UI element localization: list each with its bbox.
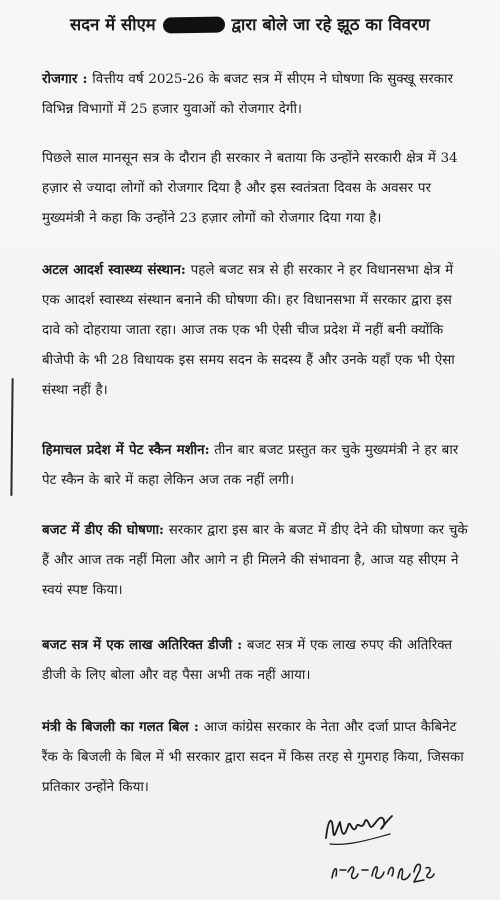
paragraph-text: पिछले साल मानसून सत्र के दौरान ही सरकार ने बताया कि उन्होंने सरकारी क्षेत्र में 34 हज़ार से ज्यादा लोगों को रोजगार दिया है और इस स्वतंत्रता दिवस के अवसर पर मुख्यमंत्री ने कहा कि उन्होंने 23 हज़ार लोगों को रोजगार दिया गया है। bbox=[42, 151, 458, 226]
document-title bbox=[0, 12, 500, 35]
paragraph-text: पहले बजट सत्र से ही सरकार ने हर विधानसभा क्षेत्र में एक आदर्श स्वास्थ्य संस्थान बनाने की घोषणा की। हर विधानसभा में सरकार द्वारा इस दावे को दोहराया जाता रहा। आज तक एक भी ऐसी चीज प्रदेश में नहीं बनी क्योंकि बीजेपी के भी 28 विधायक इस समय सदन के सदस्य हैं और उनके यहाँ एक भी ऐसा संस्था नहीं है। bbox=[42, 263, 455, 398]
paragraph-health-institute bbox=[42, 255, 472, 406]
title-part-2: द्वारा बोले जा रहे झूठ का विवरण bbox=[231, 15, 430, 34]
paragraph-employment-details bbox=[42, 144, 472, 234]
paragraph-heading: मंत्री के बिजली का गलत बिल : bbox=[42, 719, 199, 735]
margin-pen-mark bbox=[10, 378, 13, 496]
title-part-1: सदन में सीएम bbox=[70, 15, 156, 34]
paragraph-text: आज कांग्रेस सरकार के नेता और दर्जा प्राप्त कैबिनेट रैंक के बिजली के बिल में भी सरकार द्वारा सदन में किस तरह से गुमराह किया, जिसका प्रतिकार उन्होंने किया। bbox=[42, 720, 464, 795]
paragraph-text: बजट सत्र में एक लाख रुपए की अतिरिक्त डीजी के लिए बोला और वह पैसा अभी तक नहीं आया। bbox=[42, 638, 453, 683]
paragraph-text: तीन बार बजट प्रस्तुत कर चुके मुख्यमंत्री ने हर बार पेट स्कैन के बारे में कहा लेकिन अज तक नहीं लगी। bbox=[42, 443, 459, 488]
handwritten-signature bbox=[318, 800, 458, 890]
paragraph-heading: बजट में डीए की घोषणा: bbox=[42, 522, 164, 538]
paragraph-heading: हिमाचल प्रदेश में पेट स्कैन मशीन: bbox=[42, 442, 210, 458]
paragraph-heading: अटल आदर्श स्वास्थ्य संस्थान: bbox=[42, 262, 186, 278]
paragraph-employment bbox=[42, 64, 472, 125]
redaction-mark bbox=[163, 16, 225, 33]
paragraph-text: वित्तीय वर्ष 2025-26 के बजट सत्र में सीएम ने घोषणा कि सुक्खू सरकार विभिन्न विभागों में 25 हजार युवाओं को रोजगार देगी। bbox=[42, 72, 453, 117]
paragraph-da-announcement bbox=[42, 515, 472, 606]
paragraph-heading: रोजगार : bbox=[42, 71, 88, 87]
paragraph-text: सरकार द्वारा इस बार के बजट में डीए देने की घोषणा कर चुके हैं और आज तक नहीं मिला और आगे न ही मिलने की संभावना है, आज यह सीएम ने स्वयं स्पष्ट किया। bbox=[42, 523, 468, 598]
paragraph-electricity-bill bbox=[42, 712, 472, 803]
paragraph-additional-dg bbox=[42, 630, 472, 691]
paragraph-pet-scan bbox=[42, 435, 472, 496]
paragraph-heading: बजट सत्र में एक लाख अतिरिक्त डीजी : bbox=[42, 637, 243, 653]
